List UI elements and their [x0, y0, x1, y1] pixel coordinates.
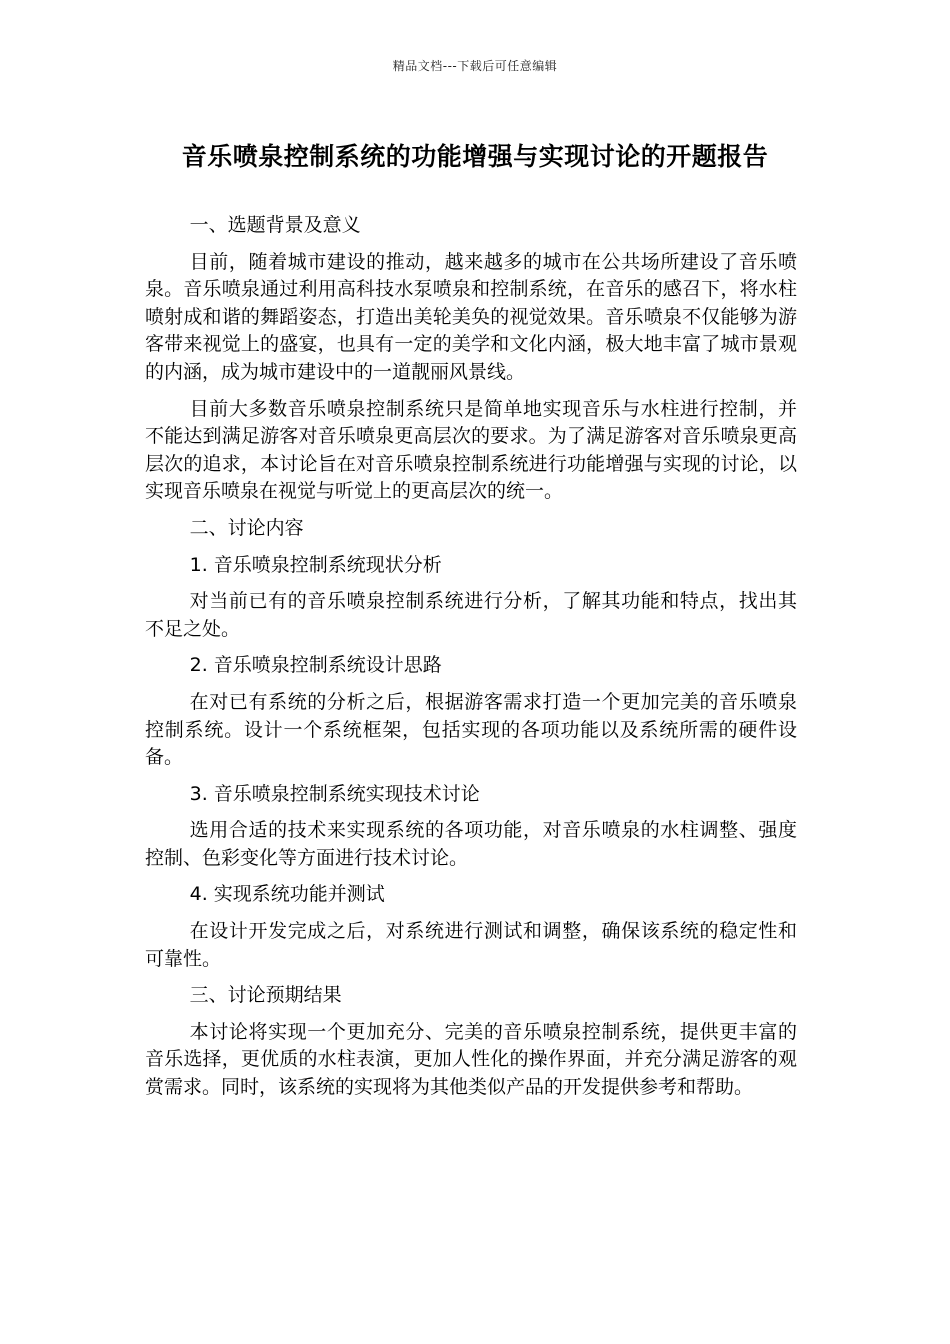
subsection-heading-3: 3. 音乐喷泉控制系统实现技术讨论: [189, 782, 480, 805]
subsection-heading-4: 4. 实现系统功能并测试: [189, 883, 385, 906]
document-title: 音乐喷泉控制系统的功能增强与实现讨论的开题报告: [181, 142, 769, 171]
paragraph-background-1: 目前，随着城市建设的推动，越来越多的城市在公共场所建设了音乐喷泉。音乐喷泉通过利用高科技水泵喷泉和控制系统，在音乐的感召下，将水柱喷射成和谐的舞蹈姿态，打造出美轮美奂的视觉效果。音乐喷泉不仅能够为游客带来视觉上的盛宴，也具有一定的美学和文化内涵，极大地丰富了城市景观的内涵，成为城市建设中的一道靓丽风景线。: [145, 250, 797, 383]
section-heading-expected-results: 三、讨论预期结果: [189, 984, 342, 1007]
subsection-body-3: 选用合适的技术来实现系统的各项功能，对音乐喷泉的水柱调整、强度控制、色彩变化等方面进行技术讨论。: [145, 819, 797, 869]
section-heading-content: 二、讨论内容: [189, 516, 304, 539]
subsection-body-4: 在设计开发完成之后，对系统进行测试和调整，确保该系统的稳定性和可靠性。: [145, 920, 797, 970]
subsection-heading-2: 2. 音乐喷泉控制系统设计思路: [189, 654, 442, 677]
subsection-heading-1: 1. 音乐喷泉控制系统现状分析: [189, 553, 442, 576]
paragraph-expected-results: 本讨论将实现一个更加充分、完美的音乐喷泉控制系统，提供更丰富的音乐选择，更优质的水柱表演，更加人性化的操作界面，并充分满足游客的观赏需求。同时，该系统的实现将为其他类似产品的开发提供参考和帮助。: [145, 1020, 797, 1099]
page-header: 精品文档---下载后可任意编辑: [392, 59, 558, 73]
section-heading-background: 一、选题背景及意义: [189, 214, 361, 236]
subsection-body-1: 对当前已有的音乐喷泉控制系统进行分析，了解其功能和特点，找出其不足之处。: [145, 590, 797, 640]
document-body: [145, 212, 797, 1111]
paragraph-background-2: 目前大多数音乐喷泉控制系统只是简单地实现音乐与水柱进行控制，并不能达到满足游客对音乐喷泉更高层次的要求。为了满足游客对音乐喷泉更高层次的追求，本讨论旨在对音乐喷泉控制系统进行功能增强与实现的讨论，以实现音乐喷泉在视觉与听觉上的更高层次的统一。: [145, 397, 797, 503]
subsection-body-2: 在对已有系统的分析之后，根据游客需求打造一个更加完美的音乐喷泉控制系统。设计一个系统框架，包括实现的各项功能以及系统所需的硬件设备。: [145, 690, 797, 769]
